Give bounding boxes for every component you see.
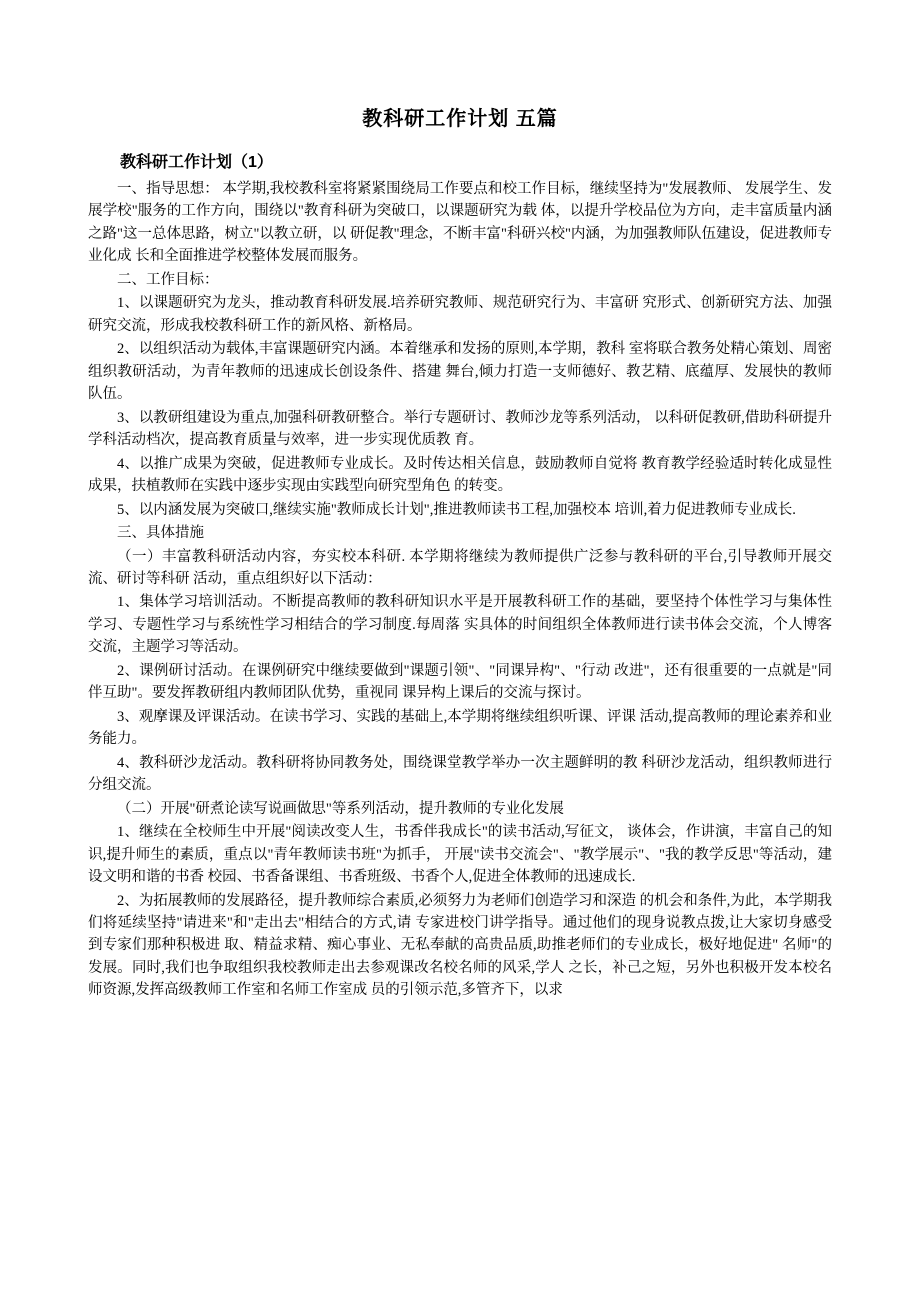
paragraph: （二）开展"研煮论读写说画做思"等系列活动，提升教师的专业化发展 [117,800,564,817]
paragraph: （一）丰富教科研活动内容，夯实校本科研. 本学期将继续为教师提供广泛参与教科研的平台,引导教师开展交流、研讨等科研 活动，重点组织好以下活动： [88,548,832,587]
page-title: 教科研工作计划 五篇 [362,108,558,130]
paragraph: 二、工作目标： [117,271,219,288]
paragraph: 3、观摩课及评课活动。在读书学习、实践的基础上,本学期将继续组织听课、评课 活动,提高教师的理论素养和业务能力。 [88,708,832,748]
paragraph: 2、课例研讨活动。在课例研究中继续要做到"课题引领"、"同课异构"、"行动 改进"，还有很重要的一点就是"同伴互助"。要发挥教研组内教师团队优势，重视同 课异构上课后的交流与探讨。 [88,662,832,702]
paragraph: 三、具体措施 [117,525,204,542]
paragraph: 1、以课题研究为龙头，推动教育科研发展.培养研究教师、规范研究行为、丰富研 究形式、创新研究方法、加强研究交流，形成我校教科研工作的新风格、新格局。 [88,295,832,334]
paragraph: 4、以推广成果为突破，促进教师专业成长。及时传达相关信息，鼓励教师自觉将 教育教学经验适时转化成显性成果，扶植教师在实践中逐步实现由实践型向研究型角色 的转变。 [88,455,832,495]
paragraph: 1、集体学习培训活动。不断提高教师的教科研知识水平是开展教科研工作的基础，要坚持个体性学习与集体性学习、专题性学习与系统性学习相结合的学习制度.每周落 实具体的时间组织全体教师进行读书体会交流，个人博客交流，主题学习等活动。 [88,594,832,656]
paragraph: 2、为拓展教师的发展路径，提升教师综合素质,必须努力为老师们创造学习和深造 的机会和条件,为此，本学期我们将延续坚持"请进来"和"走出去"相结合的方式,请 专家进校门讲学指导。通过他们的现身说教点拨,让大家切身感受到专家们那种积极进 取、精益求精、痴心事业、无私奉献的高贵品质,助推老师们的专业成长，极好地促进" 名师"的发展。同时,我们也争取组织我校教师走出去参观课改名校名师的风采,学人 之长，补己之短，另外也积极开发本校名师资源,发挥高级教师工作室和名师工作室成 员的引领示范,多管齐下，以求 [88,892,832,999]
paragraph: 5、以内涵发展为突破口,继续实施"教师成长计划",推进教师读书工程,加强校本 培训,着力促进教师专业成长. [117,501,796,518]
paragraph: 1、继续在全校师生中开展"阅读改变人生，书香伴我成长"的读书活动,写征文， 谈体会，作讲演，丰富自己的知识,提升师生的素质，重点以"青年教师读书班"为抓手， 开展"读书交流会"、"教学展示"、"我的教学反思"等活动，建设文明和谐的书香 校园、书香备课组、书香班级、书香个人,促进全体教师的迅速成长. [88,824,832,886]
paragraph: 2、以组织活动为载体,丰富课题研究内涵。本着继承和发扬的原则,本学期，教科 室将联合教务处精心策划、周密组织教研活动，为青年教师的迅速成长创设条件、搭建 舞台,倾力打造一支师德好、教艺精、底蕴厚、发展快的教师队伍。 [88,341,832,403]
paragraph: 4、教科研沙龙活动。教科研将协同教务处，围绕课堂教学举办一次主题鲜明的教 科研沙龙活动，组织教师进行分组交流。 [88,754,832,794]
section-heading-1: 教科研工作计划（1） [120,154,273,171]
paragraph: 一、指导思想： 本学期,我校教科室将紧紧围绕局工作要点和校工作目标，继续坚持为"发展教师、 发展学生、发展学校"服务的工作方向，围绕以"教育科研为突破口，以课题研究为载 体，以提升学校品位为方向，走丰富质量内涵之路"这一总体思路，树立"以教立研，以 研促教"理念，不断丰富"科研兴校"内涵，为加强教师队伍建设，促进教师专业化成 长和全面推进学校整体发展而服务。 [88,181,832,265]
paragraph: 3、以教研组建设为重点,加强科研教研整合。举行专题研讨、教师沙龙等系列活动， 以科研促教研,借助科研提升学科活动档次，提高教育质量与效率，进一步实现优质教 育。 [88,409,832,449]
